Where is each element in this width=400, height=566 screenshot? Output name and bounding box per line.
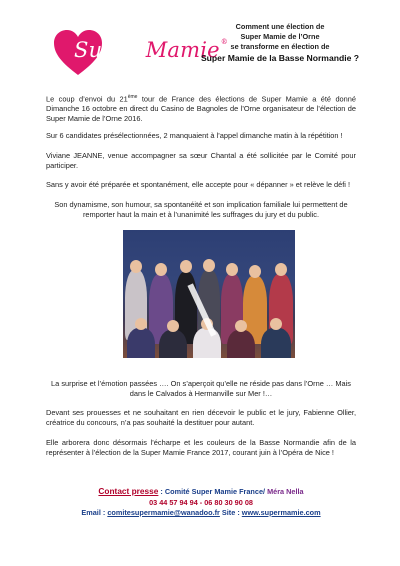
contact-line-1 — [46, 486, 356, 498]
paragraph-2: Sur 6 candidates présélectionnées, 2 manquaient à l’appel dimanche matin à la répétition ! — [46, 131, 343, 140]
email-link[interactable]: comitesupermamie@wanadoo.fr — [107, 508, 220, 517]
photo-person-head — [135, 318, 147, 330]
logo-word-super: Super — [74, 38, 139, 62]
super-mamie-logo — [52, 28, 228, 80]
paragraph-4: Sans y avoir été préparée et spontanément, elle accepte pour « dépanner » et relève le défi ! — [46, 180, 351, 189]
contact-organization: Comité Super Mamie France/ — [164, 487, 268, 496]
paragraph-7: Devant ses prouesses et ne souhaitant en rien décevoir le public et le jury, Fabienne Ollier, créatrice du concours, n’a pas souhaité la destituer pour autant. — [46, 408, 356, 427]
title-line-3: se transforme en élection de — [230, 42, 330, 51]
photo-person — [227, 330, 255, 358]
photo-person-head — [203, 259, 215, 272]
contact-press-label: Contact presse — [98, 486, 159, 496]
photo-person-head — [235, 320, 247, 332]
logo-word-mamie: Mamie — [138, 38, 220, 62]
paragraph-8: Elle arborera donc désormais l’écharpe et les couleurs de la Basse Normandie afin de la représenter à l’élection de la Super Mamie France 2017, courant juin à l’Opéra de Nice ! — [46, 438, 356, 457]
photo-person-head — [275, 263, 287, 276]
paragraph-1-start: Le coup d’envoi du 21 — [46, 94, 128, 104]
photo-person-head — [155, 263, 167, 276]
photo-person-head — [167, 320, 179, 332]
photo-person-head — [180, 260, 192, 273]
photo-person-head — [130, 260, 142, 273]
contact-person: Méra Nella — [267, 487, 304, 496]
paragraph-6: La surprise et l’émotion passées …. On s’aperçoit qu’elle ne réside pas dans l’Orne … Mais dans le Calvados à Hermanville sur Mer !… — [51, 379, 351, 398]
photo-person-head — [249, 265, 261, 278]
paragraph-1 — [46, 92, 356, 124]
photo-person — [127, 328, 155, 358]
site-label: Site : — [219, 508, 242, 517]
document-title — [200, 22, 360, 64]
photo-person-head — [226, 263, 238, 276]
title-line-4: Super Mamie de la Basse Normandie ? — [200, 53, 360, 63]
ordinal-suffix: ème — [127, 94, 138, 100]
paragraph-5: Son dynamisme, son humour, sa spontanéité et son implication familiale lui permettent de remporter haut la main et à l’unanimité les suffrages du jury et du public. — [54, 200, 348, 219]
contact-block — [46, 486, 356, 519]
photo-person — [193, 328, 221, 358]
paragraph-1-rest: tour de France des élections de Super Mamie a été donné Dimanche 16 octobre en direct du Casino de Bagnoles de l’Orne organisateur de l’élection de Super Mamie de l’Orne 2016. — [46, 94, 357, 124]
email-label: Email : — [81, 508, 108, 517]
paragraph-3: Viviane JEANNE, venue accompagner sa sœur Chantal a été sollicitée par le Comité pour participer. — [46, 151, 356, 170]
photo-person — [159, 330, 187, 358]
contact-phones: 03 44 57 94 94 - 06 80 30 90 08 — [149, 497, 253, 507]
photo-person-head — [270, 318, 282, 330]
site-link[interactable]: www.supermamie.com — [241, 508, 321, 517]
group-photo — [123, 230, 295, 358]
title-line-1: Comment une élection de — [235, 22, 325, 31]
photo-person — [261, 328, 291, 358]
title-line-2: Super Mamie de l’Orne — [240, 32, 320, 41]
contact-line-3 — [46, 508, 356, 519]
registered-mark: ® — [220, 38, 228, 46]
contact-separator: : — [158, 487, 165, 496]
